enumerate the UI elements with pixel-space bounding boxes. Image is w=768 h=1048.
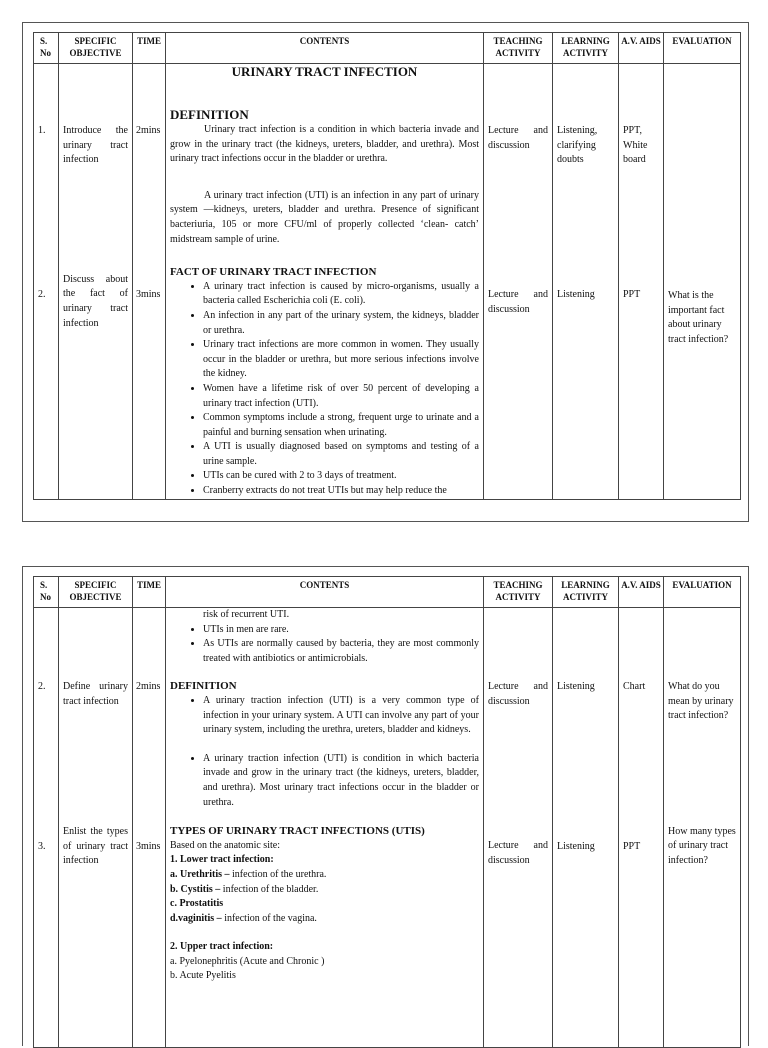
table-row	[34, 64, 741, 500]
learning-text: Listening	[557, 840, 595, 852]
time-cell	[133, 608, 166, 1048]
types-heading: TYPES OF URINARY TRACT INFECTIONS (UTIS)	[170, 825, 425, 838]
header-objective: SPECIFIC OBJECTIVE	[59, 33, 133, 64]
header-contents: CONTENTS	[166, 33, 484, 64]
av-text: Chart	[623, 681, 646, 692]
table-header-row	[34, 33, 741, 64]
av-text: PPT, White board	[623, 125, 648, 166]
objective-text: Discuss about the fact of urinary tract infection	[63, 273, 128, 329]
header-learning: LEARNING ACTIVITY	[553, 33, 619, 64]
teaching-text: Lecture and discussion	[488, 840, 548, 866]
time-text: 3mins	[136, 288, 161, 300]
list-item: • A urinary traction infection (UTI) is a very common type of infection in your urinary system. A UTI can involve any part of your urinary system, including the urethra, ureters, bladder and kidneys.	[203, 694, 479, 738]
list-item: • UTIs can be cured with 2 to 3 days of treatment.	[203, 469, 479, 484]
evaluation-text: How many types of urinary tract infection?	[668, 825, 736, 866]
continued-text: risk of recurrent UTI.	[203, 609, 290, 620]
header-av: A.V. AIDS	[619, 577, 664, 608]
teaching-cell	[484, 64, 553, 500]
list-item: b. Acute Pyelitis	[170, 970, 236, 982]
list-item: • An infection in any part of the urinary system, the kidneys, bladder or urethra.	[203, 309, 479, 338]
list-item: d.vaginitis – infection of the vagina.	[170, 912, 317, 924]
time-text: 2mins	[136, 125, 161, 136]
topic-title: URINARY TRACT INFECTION	[231, 64, 418, 79]
evaluation-text: What is the important fact about urinary tract infection?	[668, 290, 729, 345]
definition-heading: DEFINITION	[170, 680, 237, 693]
header-teaching: TEACHING ACTIVITY	[484, 577, 553, 608]
list-item: • A UTI is usually diagnosed based on symptoms and testing of a urine sample.	[203, 440, 479, 469]
row-number: 3.	[38, 840, 46, 852]
objective-text: Enlist the types of urinary tract infection	[63, 826, 128, 867]
row-number: 2.	[38, 288, 46, 300]
teaching-text: Lecture and discussion	[488, 289, 548, 315]
header-learning: LEARNING ACTIVITY	[553, 577, 619, 608]
lesson-plan-table	[33, 576, 741, 1048]
list-item: • As UTIs are normally caused by bacteria, they are most commonly treated with antibiotics or antimicrobials.	[203, 637, 479, 666]
contents-cell	[166, 608, 484, 1048]
header-time: TIME	[133, 577, 166, 608]
objective-cell	[59, 64, 133, 500]
learning-text: Listening, clarifying doubts	[557, 125, 598, 166]
list-item: • Cranberry extracts do not treat UTIs but may help reduce the	[203, 484, 479, 499]
list-item: a. Urethritis – infection of the urethra.	[170, 868, 327, 880]
teaching-text: Lecture and discussion	[488, 681, 548, 707]
definition-heading: DEFINITION	[170, 107, 249, 122]
time-cell	[133, 64, 166, 500]
contents-cell	[166, 64, 484, 500]
learning-cell	[553, 64, 619, 500]
av-text: PPT	[623, 840, 641, 852]
fact-heading: FACT OF URINARY TRACT INFECTION	[170, 266, 377, 279]
list-item: • Women have a lifetime risk of over 50 percent of developing a urinary tract infection (UTI).	[203, 382, 479, 411]
objective-cell	[59, 608, 133, 1048]
list-item: • UTIs in men are rare.	[203, 623, 479, 638]
av-cell	[619, 64, 664, 500]
list-item: • A urinary tract infection is caused by micro-organisms, usually a bacteria called Escherichia coli (E. coli).	[203, 280, 479, 309]
row-number: 2.	[38, 681, 46, 692]
lower-tract-heading: 1. Lower tract infection:	[170, 854, 274, 866]
table-header-row	[34, 577, 741, 608]
row-number: 1.	[38, 125, 46, 136]
time-text: 2mins	[136, 681, 161, 692]
header-time: TIME	[133, 33, 166, 64]
list-item: • A urinary traction infection (UTI) is condition in which bacteria invade and grow in the urinary tract (the kidneys, ureters, bladder, and urethra). Most urinary tract infections occur in the bladder or urethra.	[203, 752, 479, 810]
header-objective: SPECIFIC OBJECTIVE	[59, 577, 133, 608]
header-teaching: TEACHING ACTIVITY	[484, 33, 553, 64]
list-item: • Urinary tract infections are more common in women. They usually occur in the bladder or urethra, but more serious infections involve the kidney.	[203, 338, 479, 382]
av-cell	[619, 608, 664, 1048]
lesson-plan-page-1	[22, 22, 749, 522]
definition-paragraph: Urinary tract infection is a condition in which bacteria invade and grow in the urinary tract (the kidneys, ureters, bladder, and urethra). Most urinary tract infections occur in the bladder or urethra.	[170, 124, 479, 165]
teaching-text: Lecture and discussion	[488, 125, 548, 151]
types-basis: Based on the anatomic site:	[170, 839, 280, 851]
lesson-plan-page-2	[22, 566, 749, 1046]
list-item: a. Pyelonephritis (Acute and Chronic )	[170, 955, 325, 967]
evaluation-cell	[664, 608, 741, 1048]
objective-text: Introduce the urinary tract infection	[63, 125, 128, 166]
teaching-cell	[484, 608, 553, 1048]
fact-list	[170, 280, 479, 499]
fact-list-continued	[170, 623, 479, 667]
header-av: A.V. AIDS	[619, 33, 664, 64]
evaluation-text: What do you mean by urinary tract infection?	[668, 681, 734, 722]
learning-text: Listening	[557, 681, 595, 692]
list-item: • Common symptoms include a strong, frequent urge to urinate and a painful and burning sensation when urinating.	[203, 411, 479, 440]
objective-text: Define urinary tract infection	[63, 681, 128, 707]
lesson-plan-table	[33, 32, 741, 500]
av-text: PPT	[623, 288, 641, 300]
learning-text: Listening	[557, 288, 595, 300]
sno-cell	[34, 608, 59, 1048]
time-text: 3mins	[136, 840, 161, 852]
definition-list	[170, 752, 479, 810]
definition-list	[170, 694, 479, 738]
upper-tract-heading: 2. Upper tract infection:	[170, 941, 274, 953]
learning-cell	[553, 608, 619, 1048]
definition-paragraph: A urinary tract infection (UTI) is an infection in any part of urinary system —kidneys, ureters, bladder and urethra. Presence of significant bacteriuria, 105 or more CFU/ml of properly collected ‘clean- catch’ midstream sample of urine.	[170, 189, 479, 245]
sno-cell	[34, 64, 59, 500]
header-evaluation: EVALUATION	[664, 33, 741, 64]
list-item: b. Cystitis – infection of the bladder.	[170, 883, 319, 895]
evaluation-cell	[664, 64, 741, 500]
header-sno: S. No	[34, 577, 59, 608]
table-row	[34, 608, 741, 1048]
list-item: c. Prostatitis	[170, 898, 224, 910]
header-evaluation: EVALUATION	[664, 577, 741, 608]
header-contents: CONTENTS	[166, 577, 484, 608]
header-sno: S. No	[34, 33, 59, 64]
